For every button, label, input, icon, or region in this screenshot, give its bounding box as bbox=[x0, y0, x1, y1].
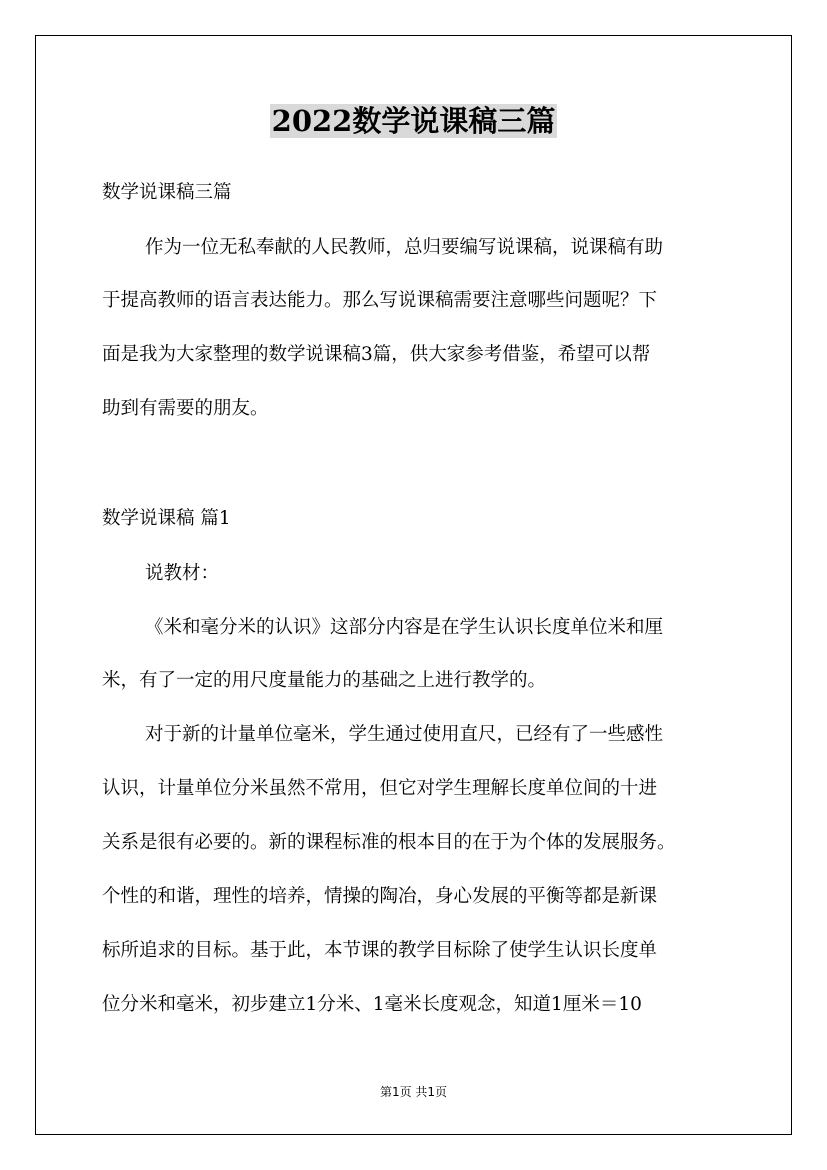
paragraph1-line-1: 《米和毫分米的认识》这部分内容是在学生认识长度单位米和厘 bbox=[145, 617, 664, 638]
paragraph2-line-1: 对于新的计量单位毫米，学生通过使用直尺，已经有了一些感性 bbox=[145, 724, 664, 745]
section-label: 说教材： bbox=[145, 563, 220, 584]
paragraph2-line-4: 个性的和谐，理性的培养，情操的陶冶，身心发展的平衡等都是新课 bbox=[102, 886, 658, 907]
paragraph1-line-2: 米，有了一定的用尺度量能力的基础之上进行教学的。 bbox=[102, 670, 547, 691]
paragraph2-line-3: 关系是很有必要的。新的课程标准的根本目的在于为个体的发展服务。 bbox=[102, 832, 676, 853]
paragraph2-line-5: 标所追求的目标。基于此，本节课的教学目标除了使学生认识长度单 bbox=[102, 940, 658, 961]
section-heading: 数学说课稿 篇1 bbox=[102, 508, 231, 529]
subtitle: 数学说课稿三篇 bbox=[102, 182, 232, 203]
intro-line-4: 助到有需要的朋友。 bbox=[102, 398, 269, 419]
intro-line-3: 面是我为大家整理的数学说课稿3篇，供大家参考借鉴，希望可以帮 bbox=[102, 344, 651, 365]
page-footer: 第1页 共1页 bbox=[379, 1085, 448, 1099]
paragraph2-line-2: 认识，计量单位分米虽然不常用，但它对学生理解长度单位间的十进 bbox=[102, 778, 658, 799]
intro-line-1: 作为一位无私奉献的人民教师，总归要编写说课稿，说课稿有助 bbox=[145, 237, 664, 258]
intro-line-2: 于提高教师的语言表达能力。那么写说课稿需要注意哪些问题呢？下 bbox=[102, 290, 658, 311]
document-title: 2022数学说课稿三篇 bbox=[271, 104, 556, 138]
paragraph2-line-6: 位分米和毫米，初步建立1分米、1毫米长度观念，知道1厘米＝10 bbox=[102, 994, 642, 1015]
